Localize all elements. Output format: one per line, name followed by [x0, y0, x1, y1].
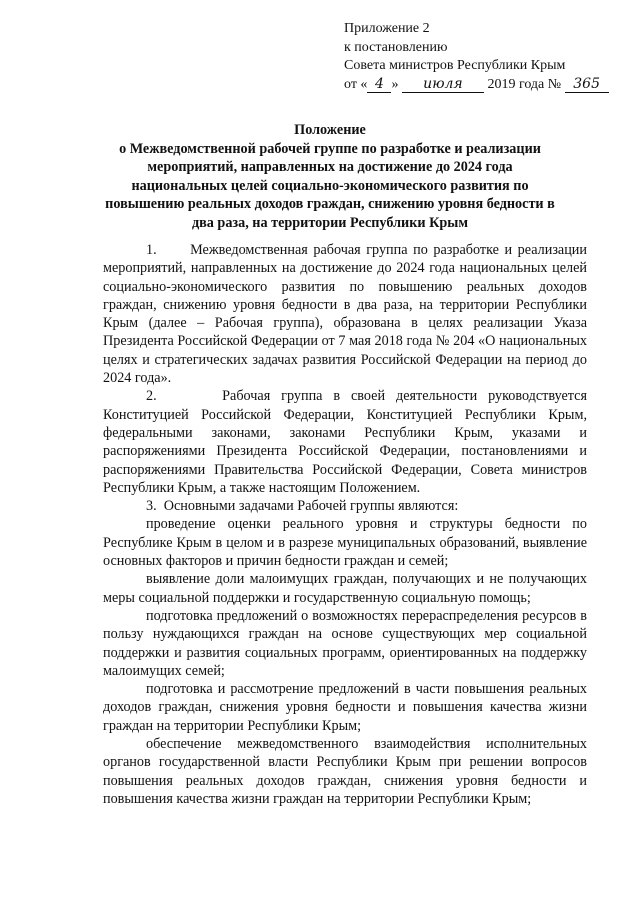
date-day-handwritten: 4	[367, 77, 391, 93]
paragraph-task-5: обеспечение межведомственного взаимодействия исполнительных органов государственной власти Республики Крым при решении вопросов повышения реальных доходов граждан, снижения уровня бедности и повышения качества жизни граждан на территории Республики Крым;	[103, 736, 587, 807]
paragraph-3: 3. Основными задачами Рабочей группы являются:	[146, 498, 459, 515]
document-body	[103, 241, 587, 808]
title-line-2: о Межведомственной рабочей группе по разработке и реализации	[119, 140, 541, 157]
date-mid: »	[391, 76, 399, 92]
title-line-4: национальных целей социально-экономического развития по	[131, 177, 529, 194]
date-month-handwritten: июля	[402, 77, 484, 93]
paragraph-1: 1. Межведомственная рабочая группа по разработке и реализации мероприятий, направленных на достижение до 2024 года национальных целей социально-экономического развития по повышению реальных доходов граждан, снижению уровня бедности в два раза, на территории Республики Крым (далее – Рабочая группа), образована в целях реализации Указа Президента Российской Федерации от 7 мая 2018 года № 204 «О национальных целях и стратегических задачах развития Российской Федерации на период до 2024 года».	[103, 242, 587, 387]
appendix-line-2: к постановлению	[344, 39, 448, 55]
title-line-1: Положение	[294, 122, 366, 138]
appendix-line-3: Совета министров Республики Крым	[344, 58, 566, 73]
title-line-5: повышению реальных доходов граждан, снижению уровня бедности в	[105, 196, 555, 213]
appendix-date-line	[344, 76, 614, 95]
paragraph-task-4: подготовка и рассмотрение предложений в части повышения реальных доходов граждан, снижения уровня бедности и повышения качества жизни граждан на территории Республики Крым;	[103, 681, 587, 734]
doc-number-handwritten: 365	[565, 77, 609, 93]
paragraph-task-1: проведение оценки реального уровня и структуры бедности по Республике Крым в целом и в разрезе муниципальных образований, выявление основных факторов и причин бедности граждан и семей;	[103, 516, 587, 570]
document-title	[70, 121, 590, 233]
title-line-6: два раза, на территории Республики Крым	[191, 214, 469, 231]
appendix-header	[344, 20, 614, 94]
title-line-3: мероприятий, направленных на достижение до 2024 года	[147, 159, 513, 176]
appendix-line-1: Приложение 2	[344, 21, 430, 36]
paragraph-2: 2. Рабочая группа в своей деятельности руководствуется Конституцией Российской Федерации, Конституцией Республики Крым, федеральными законами, законами Республики Крым, указами и распоряжениями Президента Российской Федерации, постановлениями и распоряжениями Правительства Российской Федерации, Совета министров Республики Крым, а также настоящим Положением.	[103, 388, 587, 496]
date-year: 2019 года №	[487, 76, 562, 92]
paragraph-task-3: подготовка предложений о возможностях перераспределения ресурсов в пользу нуждающихся граждан на основе существующих мер социальной поддержки и развития социальных программ, ориентированных на поддержку малоимущих семей;	[103, 607, 587, 679]
date-prefix: от «	[344, 76, 368, 92]
paragraph-task-2: выявление доли малоимущих граждан, получающих и не получающих меры социальной поддержки и государственную социальную помощь;	[103, 571, 587, 606]
